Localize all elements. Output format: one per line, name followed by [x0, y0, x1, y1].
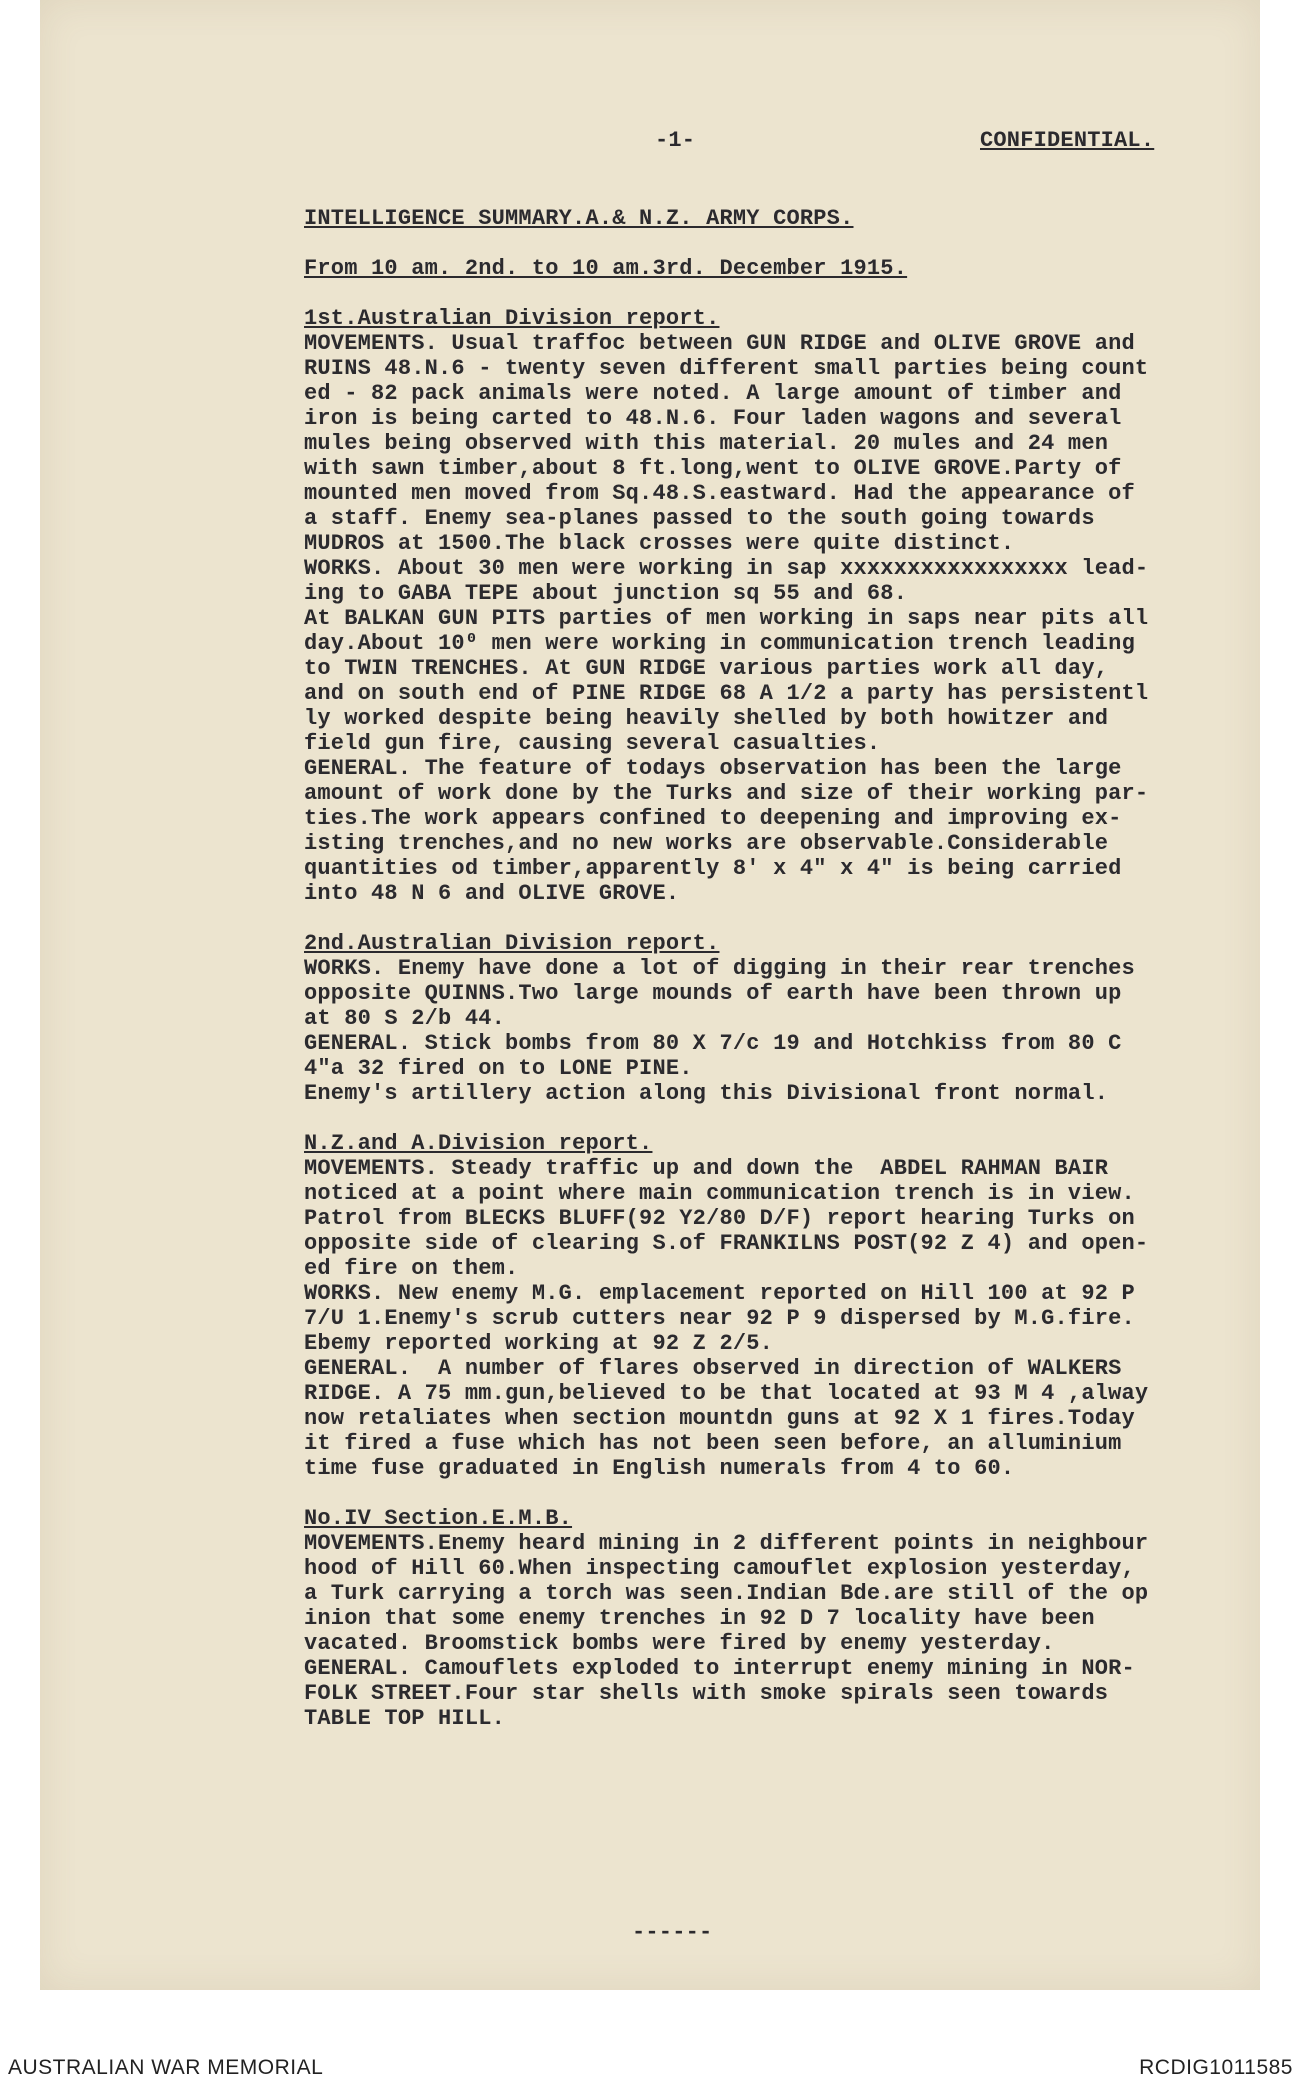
- text-line: WORKS. Enemy have done a lot of digging in their rear trenches: [304, 956, 1135, 981]
- text-line: to TWIN TRENCHES. At GUN RIDGE various parties work all day,: [304, 656, 1109, 681]
- text-line: GENERAL. Stick bombs from 80 X 7/c 19 and Hotchkiss from 80 C: [304, 1031, 1122, 1056]
- classification-label: CONFIDENTIAL.: [980, 128, 1155, 153]
- text-line: opposite side of clearing S.of FRANKILNS POST(92 Z 4) and open-: [304, 1231, 1149, 1256]
- text-line: ed - 82 pack animals were noted. A large amount of timber and: [304, 381, 1122, 406]
- text-line: hood of Hill 60.When inspecting camouflet explosion yesterday,: [304, 1556, 1135, 1581]
- text-line: noticed at a point where main communication trench is in view.: [304, 1181, 1135, 1206]
- text-line: a staff. Enemy sea-planes passed to the south going towards: [304, 506, 1095, 531]
- text-line: Ebemy reported working at 92 Z 2/5.: [304, 1331, 774, 1356]
- section-2nd-australian-division: [304, 931, 1254, 1106]
- text-line: At BALKAN GUN PITS parties of men working in saps near pits all: [304, 606, 1149, 631]
- text-line: now retaliates when section mountdn guns at 92 X 1 fires.Today: [304, 1406, 1135, 1431]
- text-line: into 48 N 6 and OLIVE GROVE.: [304, 881, 680, 906]
- document-title: INTELLIGENCE SUMMARY.A.& N.Z. ARMY CORPS.: [304, 206, 854, 231]
- text-line: ly worked despite being heavily shelled by both howitzer and: [304, 706, 1109, 731]
- text-line: with sawn timber,about 8 ft.long,went to OLIVE GROVE.Party of: [304, 456, 1122, 481]
- text-line: MOVEMENTS. Usual traffoc between GUN RIDGE and OLIVE GROVE and: [304, 331, 1135, 356]
- section-heading: 1st.Australian Division report.: [304, 306, 720, 331]
- section-heading: N.Z.and A.Division report.: [304, 1131, 653, 1156]
- text-line: Patrol from BLECKS BLUFF(92 Y2/80 D/F) report hearing Turks on: [304, 1206, 1135, 1231]
- text-line: field gun fire, causing several casualties.: [304, 731, 881, 756]
- text-line: GENERAL. Camouflets exploded to interrupt enemy mining in NOR-: [304, 1656, 1135, 1681]
- text-line: MOVEMENTS.Enemy heard mining in 2 different points in neighbour: [304, 1531, 1149, 1556]
- text-line: ed fire on them.: [304, 1256, 519, 1281]
- text-line: mounted men moved from Sq.48.S.eastward. Had the appearance of: [304, 481, 1135, 506]
- text-line: WORKS. About 30 men were working in sap xxxxxxxxxxxxxxxxx lead-: [304, 556, 1149, 581]
- text-line: mules being observed with this material. 20 mules and 24 men: [304, 431, 1109, 456]
- text-line: ing to GABA TEPE about junction sq 55 and 68.: [304, 581, 908, 606]
- text-line: 4"a 32 fired on to LONE PINE.: [304, 1056, 693, 1081]
- text-line: RIDGE. A 75 mm.gun,believed to be that located at 93 M 4 ,alway: [304, 1381, 1149, 1406]
- text-line: FOLK STREET.Four star shells with smoke spirals seen towards: [304, 1681, 1109, 1706]
- text-line: GENERAL. A number of flares observed in direction of WALKERS: [304, 1356, 1122, 1381]
- text-line: MUDROS at 1500.The black crosses were quite distinct.: [304, 531, 1015, 556]
- section-no-iv-section-emb: [304, 1506, 1254, 1731]
- text-line: MOVEMENTS. Steady traffic up and down the ABDEL RAHMAN BAIR: [304, 1156, 1109, 1181]
- text-line: RUINS 48.N.6 - twenty seven different small parties being count: [304, 356, 1149, 381]
- text-line: opposite QUINNS.Two large mounds of earth have been thrown up: [304, 981, 1122, 1006]
- text-line: it fired a fuse which has not been seen before, an alluminium: [304, 1431, 1122, 1456]
- text-line: ties.The work appears confined to deepening and improving ex-: [304, 806, 1122, 831]
- text-line: a Turk carrying a torch was seen.Indian Bde.are still of the op: [304, 1581, 1149, 1606]
- section-nz-and-a-division: [304, 1131, 1254, 1481]
- section-1st-australian-division: [304, 306, 1254, 906]
- text-line: quantities od timber,apparently 8' x 4" x 4" is being carried: [304, 856, 1122, 881]
- section-heading: 2nd.Australian Division report.: [304, 931, 720, 956]
- end-mark: ------: [632, 1920, 713, 1945]
- text-line: inion that some enemy trenches in 92 D 7 locality have been: [304, 1606, 1095, 1631]
- text-line: GENERAL. The feature of todays observation has been the large: [304, 756, 1122, 781]
- text-line: iron is being carted to 48.N.6. Four laden wagons and several: [304, 406, 1122, 431]
- footer-institution: AUSTRALIAN WAR MEMORIAL: [8, 2056, 324, 2079]
- section-heading: No.IV Section.E.M.B.: [304, 1506, 573, 1531]
- text-line: at 80 S 2/b 44.: [304, 1006, 506, 1031]
- text-line: amount of work done by the Turks and size of their working par-: [304, 781, 1149, 806]
- text-line: WORKS. New enemy M.G. emplacement reported on Hill 100 at 92 P: [304, 1281, 1135, 1306]
- report-body: [304, 306, 1254, 1756]
- text-line: 7/U 1.Enemy's scrub cutters near 92 P 9 dispersed by M.G.fire.: [304, 1306, 1135, 1331]
- text-line: and on south end of PINE RIDGE 68 A 1/2 a party has persistentl: [304, 681, 1149, 706]
- text-line: Enemy's artillery action along this Divisional front normal.: [304, 1081, 1109, 1106]
- date-range: From 10 am. 2nd. to 10 am.3rd. December 1915.: [304, 256, 908, 281]
- text-line: isting trenches,and no new works are observable.Considerable: [304, 831, 1109, 856]
- text-line: vacated. Broomstick bombs were fired by enemy yesterday.: [304, 1631, 1055, 1656]
- footer-record-id: RCDIG1011585: [1139, 2056, 1293, 2079]
- page-number: -1-: [655, 128, 696, 153]
- text-line: TABLE TOP HILL.: [304, 1706, 506, 1731]
- text-line: day.About 10⁰ men were working in communication trench leading: [304, 631, 1135, 656]
- text-line: time fuse graduated in English numerals from 4 to 60.: [304, 1456, 1015, 1481]
